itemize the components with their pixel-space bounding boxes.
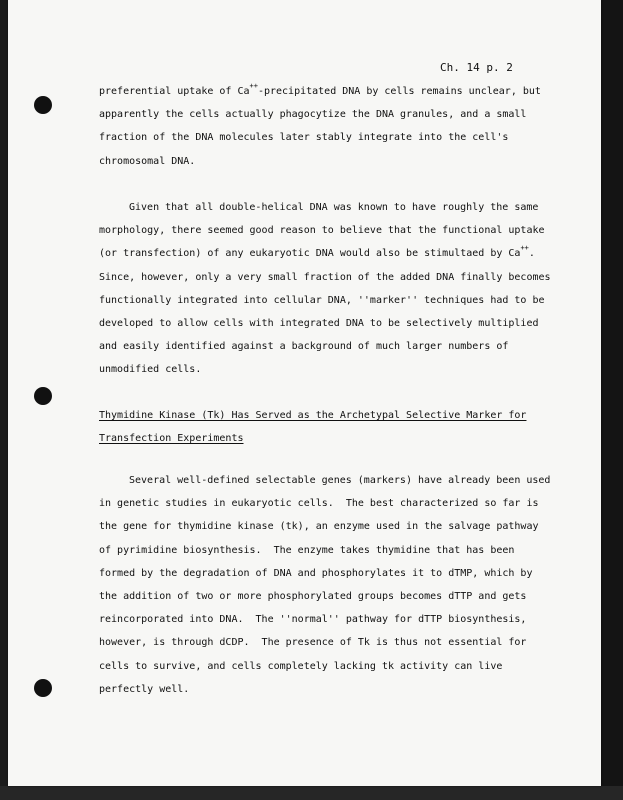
text-line: in genetic studies in eukaryotic cells. The best characterized so far is: [99, 498, 539, 510]
superscript: ++: [249, 82, 258, 90]
text-segment: preferential uptake of Ca: [99, 86, 250, 97]
text-line: functionally integrated into cellular DNA, ''marker'' techniques had to be: [99, 294, 545, 306]
text-line: [99, 80, 541, 103]
text-segment: .: [528, 248, 535, 260]
text-line: of pyrimidine biosynthesis. The enzyme takes thymidine that has been: [99, 544, 515, 556]
text-segment: -precipitated DNA by cells remains unclear, but: [257, 86, 541, 97]
paragraph-3: [99, 469, 550, 701]
heading-line: Transfection Experiments: [99, 433, 244, 445]
text-line: however, is through dCDP. The presence of Tk is thus not essential for: [99, 637, 527, 649]
text-line: perfectly well.: [99, 683, 190, 695]
text-line: formed by the degradation of DNA and phosphorylates it to dTMP, which by: [99, 567, 533, 579]
punch-hole-bottom: [34, 679, 52, 697]
text-line: [99, 242, 551, 265]
text-line: Given that all double-helical DNA was known to have roughly the same: [129, 202, 539, 213]
page-header: Ch. 14 p. 2: [440, 61, 513, 74]
paragraph-2: [99, 196, 551, 382]
text-line: the gene for thymidine kinase (tk), an enzyme used in the salvage pathway: [99, 521, 539, 533]
text-segment: (or transfection) of any eukaryotic DNA would also be stimultaed by Ca: [99, 248, 521, 260]
text-line: apparently the cells actually phagocytize the DNA granules, and a small: [99, 109, 527, 121]
text-line: morphology, there seemed good reason to believe that the functional uptake: [99, 225, 545, 237]
punch-hole-top: [34, 96, 52, 114]
text-line: unmodified cells.: [99, 364, 202, 376]
text-line: cells to survive, and cells completely lacking tk activity can live: [99, 660, 503, 672]
scan-background-bottom: [0, 786, 623, 800]
text-line: developed to allow cells with integrated DNA to be selectively multiplied: [99, 317, 539, 329]
superscript: ++: [520, 244, 529, 253]
text-line: Several well-defined selectable genes (markers) have already been used: [129, 475, 551, 486]
text-line: and easily identified against a background of much larger numbers of: [99, 341, 509, 353]
punch-hole-middle: [34, 387, 52, 405]
text-line: Since, however, only a very small fraction of the added DNA finally becomes: [99, 271, 551, 283]
text-line: the addition of two or more phosphorylated groups becomes dTTP and gets: [99, 590, 527, 602]
text-line: chromosomal DNA.: [99, 155, 196, 167]
heading-line: Thymidine Kinase (Tk) Has Served as the Archetypal Selective Marker for: [99, 410, 527, 421]
section-heading: [99, 404, 526, 450]
scan-background-right: [601, 0, 623, 800]
text-line: reincorporated into DNA. The ''normal'' pathway for dTTP biosynthesis,: [99, 614, 527, 626]
paragraph-1: [99, 80, 541, 173]
text-line: fraction of the DNA molecules later stably integrate into the cell's: [99, 132, 509, 144]
